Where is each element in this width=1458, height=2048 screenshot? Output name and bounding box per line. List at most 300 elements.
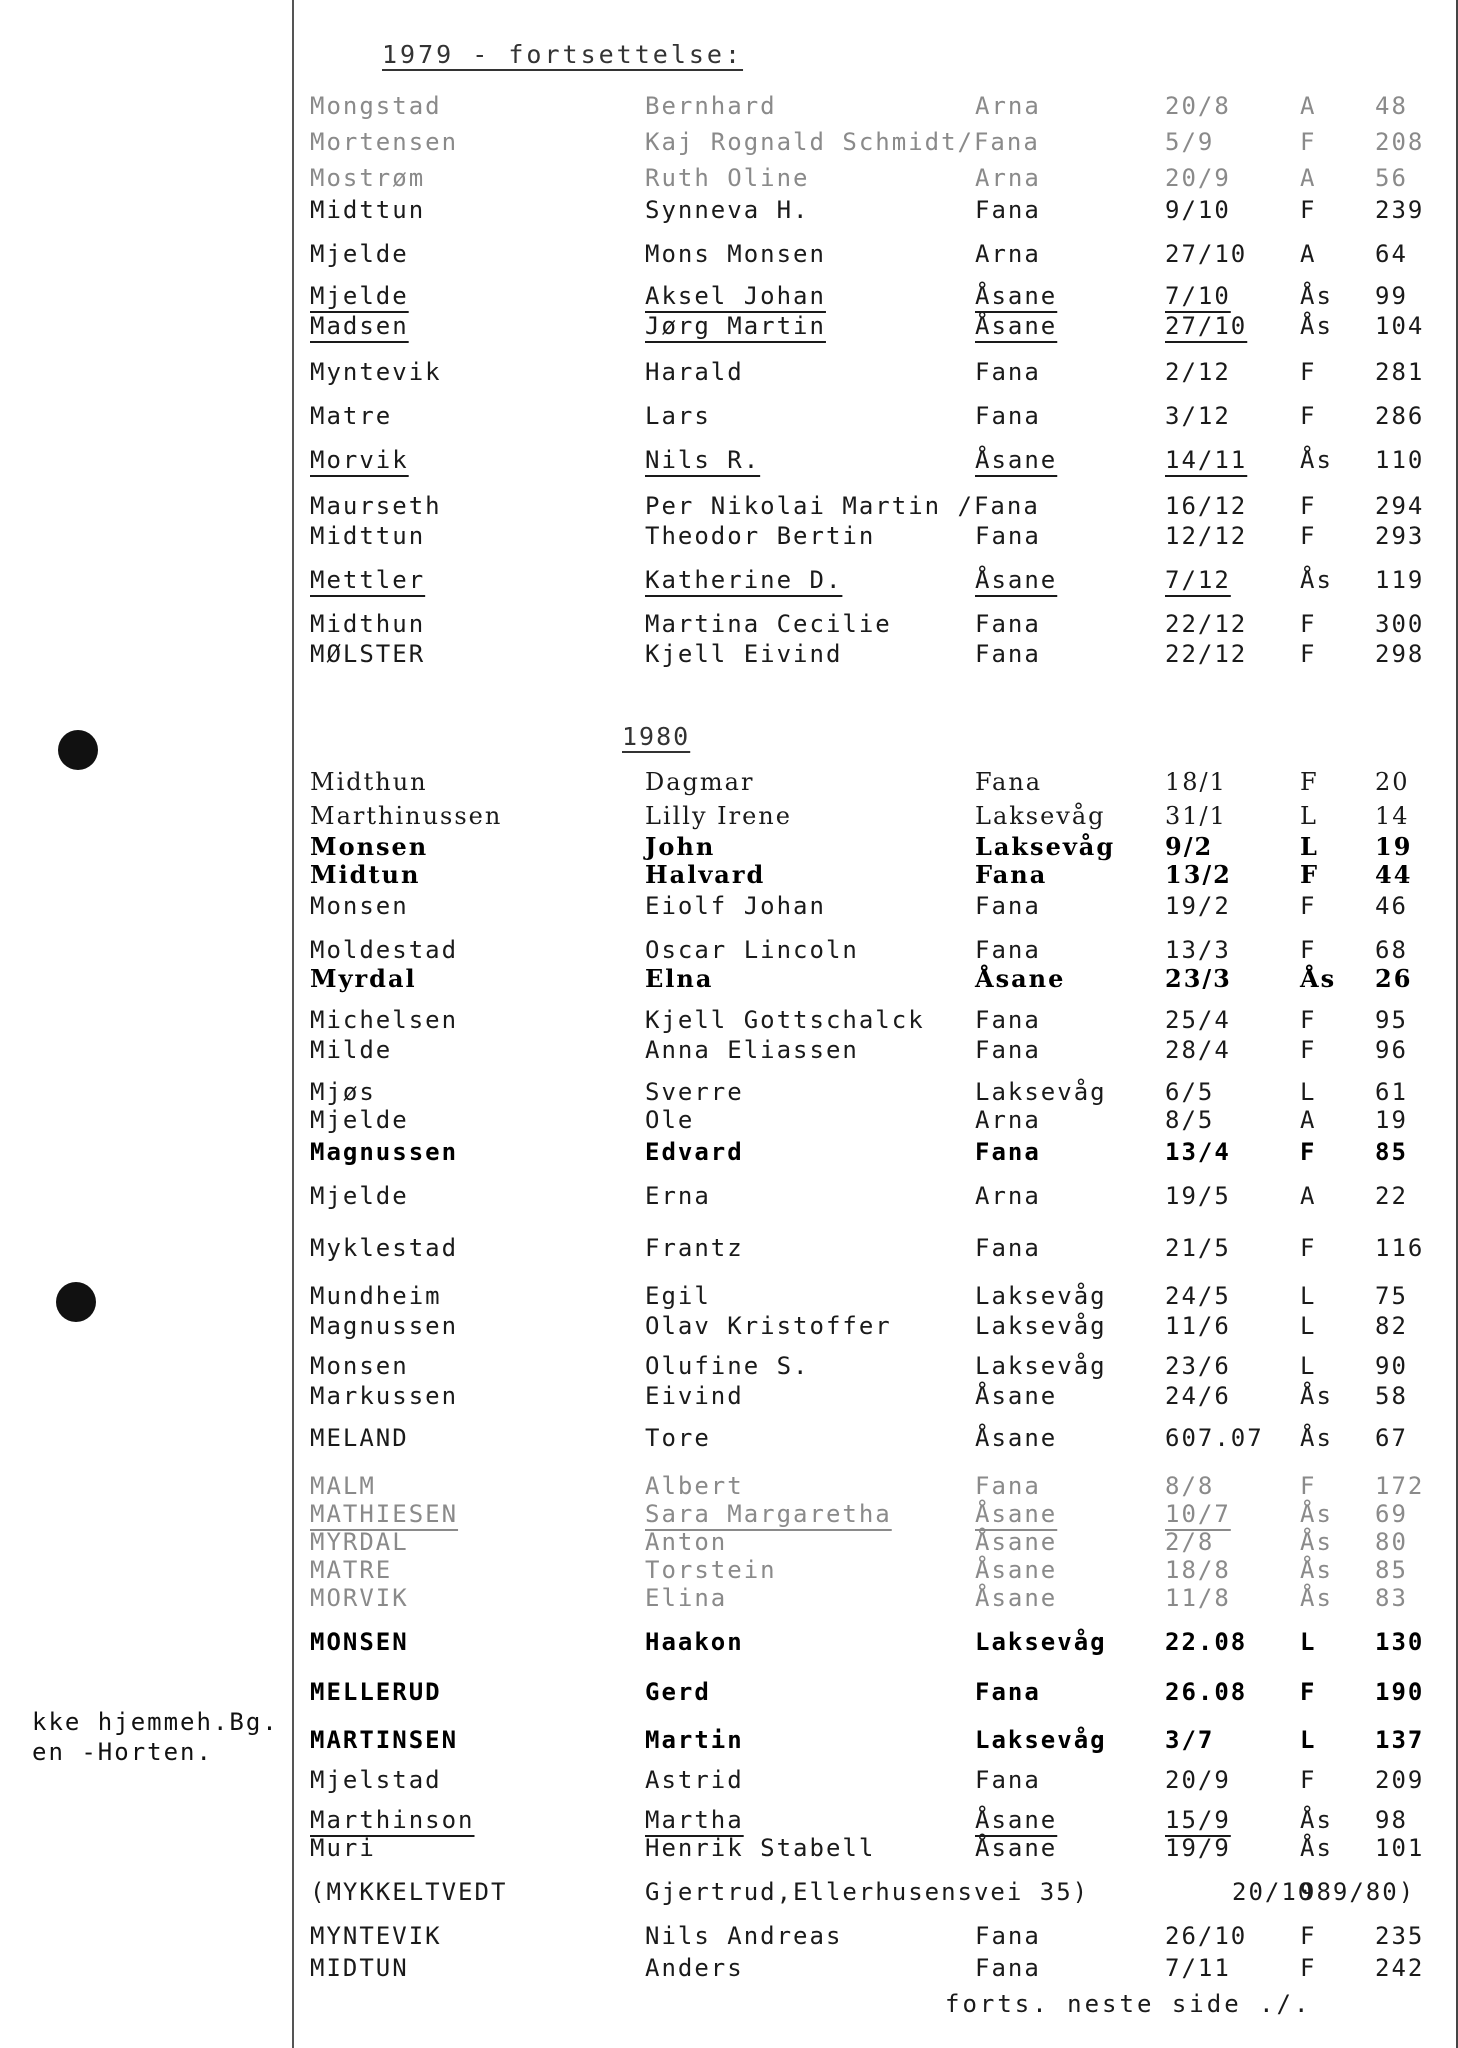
register-row bbox=[0, 128, 1458, 158]
date-cell: 31/1 bbox=[1165, 802, 1227, 830]
entry-number-cell: 116 bbox=[1375, 1234, 1425, 1262]
entry-number-cell: 14 bbox=[1375, 802, 1410, 830]
district-cell: Åsane bbox=[975, 1382, 1058, 1410]
given-name-cell: Tore bbox=[645, 1424, 711, 1452]
register-row bbox=[0, 892, 1458, 922]
register-row bbox=[0, 358, 1458, 388]
given-name-cell: Martin bbox=[645, 1726, 744, 1754]
register-row bbox=[0, 1922, 1458, 1952]
date-cell: 22.08 bbox=[1165, 1628, 1248, 1656]
entry-number-cell: 68 bbox=[1375, 936, 1408, 964]
register-row bbox=[0, 312, 1458, 342]
entry-number-cell: 286 bbox=[1375, 402, 1425, 430]
district-code-cell: F bbox=[1300, 1036, 1317, 1064]
date-cell: 19/5 bbox=[1165, 1182, 1231, 1210]
date-cell: 10/7 bbox=[1165, 1500, 1231, 1528]
entry-number-cell: 209 bbox=[1375, 1766, 1425, 1794]
district-cell: Fana bbox=[975, 522, 1041, 550]
surname-cell: Madsen bbox=[310, 312, 409, 340]
surname-cell: Mjelde bbox=[310, 240, 409, 268]
given-name-cell: Torstein bbox=[645, 1556, 777, 1584]
surname-cell: MIDTUN bbox=[310, 1954, 409, 1982]
district-code-cell: Ås bbox=[1300, 1424, 1333, 1452]
given-name-cell: Frantz bbox=[645, 1234, 744, 1262]
district-cell: Fana bbox=[975, 892, 1041, 920]
given-name-cell: Ole bbox=[645, 1106, 695, 1134]
given-name-cell: Theodor Bertin bbox=[645, 522, 876, 550]
district-code-cell: F bbox=[1300, 1678, 1317, 1706]
register-row bbox=[0, 610, 1458, 640]
entry-number-cell: 239 bbox=[1375, 196, 1425, 224]
surname-cell: MELLERUD bbox=[310, 1678, 442, 1706]
district-cell: Fana bbox=[975, 402, 1041, 430]
surname-cell: Morvik bbox=[310, 446, 409, 474]
date-cell: 11/8 bbox=[1165, 1584, 1231, 1612]
district-code-cell: F bbox=[1300, 358, 1317, 386]
register-row bbox=[0, 964, 1458, 994]
register-row bbox=[0, 1282, 1458, 1312]
district-cell: Åsane bbox=[975, 446, 1058, 474]
date-cell: 607.07 bbox=[1165, 1424, 1264, 1452]
entry-number-cell: 130 bbox=[1375, 1628, 1425, 1656]
date-cell: 3/12 bbox=[1165, 402, 1231, 430]
register-row bbox=[0, 1382, 1458, 1412]
given-name-cell: Per Nikolai Martin /Fana bbox=[645, 492, 1040, 520]
entry-number-cell: 80 bbox=[1375, 1528, 1408, 1556]
district-cell: Fana bbox=[975, 1954, 1041, 1982]
district-code-cell: Ås bbox=[1300, 566, 1333, 594]
date-cell: 8/5 bbox=[1165, 1106, 1215, 1134]
district-code-cell: F bbox=[1300, 1006, 1317, 1034]
given-name-cell: Ruth Oline bbox=[645, 164, 810, 192]
district-cell: Fana bbox=[975, 1006, 1041, 1034]
entry-number-cell: 298 bbox=[1375, 640, 1425, 668]
district-code-cell: F bbox=[1300, 1922, 1317, 1950]
district-code-cell: F bbox=[1300, 128, 1317, 156]
district-code-cell: Ås bbox=[1300, 1528, 1333, 1556]
district-cell: Åsane bbox=[975, 566, 1058, 594]
section-title-1980: 1980 bbox=[622, 722, 691, 751]
district-cell: Arna bbox=[975, 92, 1041, 120]
entry-number-cell: 172 bbox=[1375, 1472, 1425, 1500]
date-cell: 22/12 bbox=[1165, 610, 1248, 638]
register-row bbox=[0, 640, 1458, 670]
entry-number-cell: 101 bbox=[1375, 1834, 1425, 1862]
district-cell: Åsane bbox=[975, 312, 1058, 340]
surname-cell: MALM bbox=[310, 1472, 376, 1500]
register-row bbox=[0, 446, 1458, 476]
surname-cell: MØLSTER bbox=[310, 640, 426, 668]
given-name-cell: Anna Eliassen bbox=[645, 1036, 859, 1064]
district-cell: Fana bbox=[975, 1678, 1041, 1706]
surname-cell: Mjelde bbox=[310, 282, 409, 310]
date-cell: 23/6 bbox=[1165, 1352, 1231, 1380]
district-code-cell: F bbox=[1300, 610, 1317, 638]
date-cell: 16/12 bbox=[1165, 492, 1248, 520]
date-cell: 13/3 bbox=[1165, 936, 1231, 964]
date-cell: 27/10 bbox=[1165, 312, 1248, 340]
district-cell: Arna bbox=[975, 1106, 1041, 1134]
district-cell: Laksevåg bbox=[975, 802, 1106, 830]
register-row bbox=[0, 402, 1458, 432]
district-code-cell: F bbox=[1300, 1472, 1317, 1500]
surname-cell: Midthun bbox=[310, 610, 426, 638]
given-name-cell: John bbox=[645, 832, 716, 861]
district-code-cell: A bbox=[1300, 240, 1317, 268]
date-cell: 26/10 bbox=[1165, 1922, 1248, 1950]
entry-number-cell: 19 bbox=[1375, 1106, 1408, 1134]
district-code-cell: Ås bbox=[1300, 1500, 1333, 1528]
date-cell: 5/9 bbox=[1165, 128, 1215, 156]
given-name-cell: Albert bbox=[645, 1472, 744, 1500]
district-code-cell: F bbox=[1300, 196, 1317, 224]
date-cell: 12/12 bbox=[1165, 522, 1248, 550]
given-name-cell: Haakon bbox=[645, 1628, 744, 1656]
district-code-cell: F bbox=[1300, 522, 1317, 550]
entry-number-cell: 110 bbox=[1375, 446, 1425, 474]
surname-cell: MORVIK bbox=[310, 1584, 409, 1612]
date-cell: 2/12 bbox=[1165, 358, 1231, 386]
given-name-cell: Halvard bbox=[645, 860, 766, 889]
register-row bbox=[0, 282, 1458, 312]
date-cell: 26.08 bbox=[1165, 1678, 1248, 1706]
register-row bbox=[0, 1424, 1458, 1454]
entry-number-cell: 90 bbox=[1375, 1352, 1408, 1380]
surname-cell: MYRDAL bbox=[310, 1528, 409, 1556]
date-cell: 11/6 bbox=[1165, 1312, 1231, 1340]
entry-number-cell: 75 bbox=[1375, 1282, 1408, 1310]
entry-number-cell: 83 bbox=[1375, 1584, 1408, 1612]
district-cell: Åsane bbox=[975, 1806, 1058, 1834]
entry-number-cell: 208 bbox=[1375, 128, 1425, 156]
district-code-cell: F bbox=[1300, 492, 1317, 520]
date-cell: 20/9 bbox=[1165, 164, 1231, 192]
district-cell: Fana bbox=[975, 1766, 1041, 1794]
register-row bbox=[0, 1556, 1458, 1586]
given-name-cell: Eivind bbox=[645, 1382, 744, 1410]
surname-cell: Mortensen bbox=[310, 128, 459, 156]
register-row bbox=[0, 1528, 1458, 1558]
date-cell: 23/3 bbox=[1165, 964, 1232, 993]
register-row bbox=[0, 860, 1458, 890]
surname-cell: Myntevik bbox=[310, 358, 442, 386]
given-name-cell: Anders bbox=[645, 1954, 744, 1982]
entry-number-cell: 48 bbox=[1375, 92, 1408, 120]
district-code-cell: A bbox=[1300, 1106, 1317, 1134]
given-name-cell: Erna bbox=[645, 1182, 711, 1210]
district-code-cell: A bbox=[1300, 92, 1317, 120]
district-code-cell: F bbox=[1300, 1138, 1317, 1166]
surname-cell: Midttun bbox=[310, 522, 426, 550]
entry-number-cell: 300 bbox=[1375, 610, 1425, 638]
surname-cell: Moldestad bbox=[310, 936, 459, 964]
district-cell: Åsane bbox=[975, 1556, 1058, 1584]
entry-number-cell: 61 bbox=[1375, 1078, 1408, 1106]
date-cell: 20/9 bbox=[1165, 1766, 1231, 1794]
entry-number-cell: 26 bbox=[1375, 964, 1413, 993]
surname-cell: Midthun bbox=[310, 768, 428, 796]
district-cell: Åsane bbox=[975, 1584, 1058, 1612]
district-code-cell: F bbox=[1300, 860, 1320, 889]
district-cell: Åsane bbox=[975, 282, 1058, 310]
entry-number-cell: 294 bbox=[1375, 492, 1425, 520]
surname-cell: Mjelde bbox=[310, 1182, 409, 1210]
given-name-cell: Edvard bbox=[645, 1138, 744, 1166]
entry-number-cell: 119 bbox=[1375, 566, 1425, 594]
district-code-cell: L bbox=[1300, 802, 1318, 830]
district-code-cell: F bbox=[1300, 1766, 1317, 1794]
district-code-cell: Ås bbox=[1300, 1556, 1333, 1584]
district-code-cell: Ås bbox=[1300, 312, 1333, 340]
district-cell: Arna bbox=[975, 1182, 1041, 1210]
district-code-cell: Ås bbox=[1300, 1834, 1333, 1862]
date-cell: 18/1 bbox=[1165, 768, 1227, 796]
entry-number-cell: 82 bbox=[1375, 1312, 1408, 1340]
entry-number-cell: 235 bbox=[1375, 1922, 1425, 1950]
register-row bbox=[0, 566, 1458, 596]
district-cell: Fana bbox=[975, 768, 1043, 796]
register-row bbox=[0, 1036, 1458, 1066]
given-name-cell: Lilly Irene bbox=[645, 802, 792, 830]
district-code-cell: L bbox=[1300, 832, 1319, 861]
date-cell: 19/9 bbox=[1165, 1834, 1231, 1862]
district-code-cell: F bbox=[1300, 640, 1317, 668]
date-cell: 8/8 bbox=[1165, 1472, 1215, 1500]
district-code-cell: L bbox=[1300, 1726, 1317, 1754]
entry-number-cell: 22 bbox=[1375, 1182, 1408, 1210]
date-cell: 6/5 bbox=[1165, 1078, 1215, 1106]
given-name-cell: Eiolf Johan bbox=[645, 892, 826, 920]
district-code-cell: Ås bbox=[1300, 1382, 1333, 1410]
date-cell: 7/10 bbox=[1165, 282, 1231, 310]
given-name-cell: Aksel Johan bbox=[645, 282, 826, 310]
entry-number-cell: 293 bbox=[1375, 522, 1425, 550]
register-row bbox=[0, 1628, 1458, 1658]
entry-number-cell: 67 bbox=[1375, 1424, 1408, 1452]
given-name-cell: Nils R. bbox=[645, 446, 761, 474]
district-code-cell: Ås bbox=[1300, 964, 1337, 993]
date-cell: 25/4 bbox=[1165, 1006, 1231, 1034]
given-name-cell: Kaj Rognald Schmidt/Fana bbox=[645, 128, 1040, 156]
register-row bbox=[0, 92, 1458, 122]
register-row bbox=[0, 832, 1458, 862]
surname-cell: (MYKKELTVEDT bbox=[310, 1878, 508, 1906]
register-row bbox=[0, 1954, 1458, 1984]
district-cell: Laksevåg bbox=[975, 1312, 1107, 1340]
register-row bbox=[0, 768, 1458, 798]
register-row bbox=[0, 492, 1458, 522]
entry-number-cell: 85 bbox=[1375, 1556, 1408, 1584]
district-code-cell: Ås bbox=[1300, 1584, 1333, 1612]
district-cell: Fana bbox=[975, 860, 1048, 889]
date-cell: 14/11 bbox=[1165, 446, 1248, 474]
entry-number-cell: 137 bbox=[1375, 1726, 1425, 1754]
given-name-cell: Katherine D. bbox=[645, 566, 843, 594]
district-cell: Fana bbox=[975, 1138, 1041, 1166]
surname-cell: MELAND bbox=[310, 1424, 409, 1452]
register-row bbox=[0, 164, 1458, 194]
date-cell: 21/5 bbox=[1165, 1234, 1231, 1262]
register-row bbox=[0, 240, 1458, 270]
register-row bbox=[0, 1678, 1458, 1708]
continuation-note: forts. neste side ./. bbox=[945, 1990, 1312, 2018]
register-row bbox=[0, 1138, 1458, 1168]
register-row bbox=[0, 1500, 1458, 1530]
district-cell: Fana bbox=[975, 1922, 1041, 1950]
district-cell: Fana bbox=[975, 1036, 1041, 1064]
register-row bbox=[0, 522, 1458, 552]
district-code-cell: A bbox=[1300, 164, 1317, 192]
surname-cell: Mjelstad bbox=[310, 1766, 442, 1794]
given-name-cell: Martha bbox=[645, 1806, 744, 1834]
surname-cell: Markussen bbox=[310, 1382, 459, 1410]
district-code-cell: F bbox=[1300, 936, 1317, 964]
date-cell: 7/11 bbox=[1165, 1954, 1231, 1982]
district-cell: Fana bbox=[975, 1472, 1041, 1500]
district-code-cell: 989/80) bbox=[1300, 1878, 1416, 1906]
punch-hole bbox=[58, 730, 98, 770]
given-name-cell: Elna bbox=[645, 964, 714, 993]
district-cell: Laksevåg bbox=[975, 832, 1116, 861]
date-cell: 27/10 bbox=[1165, 240, 1248, 268]
given-name-cell: Olufine S. bbox=[645, 1352, 810, 1380]
district-cell: Åsane bbox=[975, 1500, 1058, 1528]
given-name-cell: Bernhard bbox=[645, 92, 777, 120]
district-cell: Åsane bbox=[975, 1834, 1058, 1862]
district-code-cell: F bbox=[1300, 768, 1319, 796]
surname-cell: Myklestad bbox=[310, 1234, 459, 1262]
surname-cell: Midtun bbox=[310, 860, 421, 889]
register-row bbox=[0, 1806, 1458, 1836]
district-cell: Åsane bbox=[975, 964, 1066, 993]
date-cell: 13/4 bbox=[1165, 1138, 1231, 1166]
district-code-cell: F bbox=[1300, 402, 1317, 430]
entry-number-cell: 69 bbox=[1375, 1500, 1408, 1528]
entry-number-cell: 242 bbox=[1375, 1954, 1425, 1982]
entry-number-cell: 96 bbox=[1375, 1036, 1408, 1064]
date-cell: 2/8 bbox=[1165, 1528, 1215, 1556]
surname-cell: Mostrøm bbox=[310, 164, 426, 192]
surname-cell: Mjøs bbox=[310, 1078, 376, 1106]
date-cell: 28/4 bbox=[1165, 1036, 1231, 1064]
register-row bbox=[0, 802, 1458, 832]
district-cell: Arna bbox=[975, 240, 1041, 268]
surname-cell: Mjelde bbox=[310, 1106, 409, 1134]
given-name-cell: Dagmar bbox=[645, 768, 755, 796]
given-name-cell: Olav Kristoffer bbox=[645, 1312, 892, 1340]
register-row bbox=[0, 1106, 1458, 1136]
surname-cell: Magnussen bbox=[310, 1312, 459, 1340]
surname-cell: Muri bbox=[310, 1834, 376, 1862]
district-code-cell: F bbox=[1300, 1234, 1317, 1262]
entry-number-cell: 64 bbox=[1375, 240, 1408, 268]
date-cell: 9/2 bbox=[1165, 832, 1214, 861]
entry-number-cell: 20 bbox=[1375, 768, 1410, 796]
date-cell: 22/12 bbox=[1165, 640, 1248, 668]
date-cell: 9/10 bbox=[1165, 196, 1231, 224]
district-code-cell: L bbox=[1300, 1282, 1317, 1310]
district-cell: Arna bbox=[975, 164, 1041, 192]
register-row bbox=[0, 1006, 1458, 1036]
register-row bbox=[0, 1182, 1458, 1212]
register-row bbox=[0, 1312, 1458, 1342]
register-row bbox=[0, 1878, 1458, 1908]
given-name-cell: Gjertrud,Ellerhusensvei 35) bbox=[645, 1878, 1090, 1906]
side-note-line: kke hjemmeh.Bg. bbox=[32, 1708, 279, 1736]
entry-number-cell: 56 bbox=[1375, 164, 1408, 192]
surname-cell: MARTINSEN bbox=[310, 1726, 459, 1754]
given-name-cell: Astrid bbox=[645, 1766, 744, 1794]
district-cell: Laksevåg bbox=[975, 1078, 1107, 1106]
side-note-line: en -Horten. bbox=[32, 1738, 213, 1766]
given-name-cell: Anton bbox=[645, 1528, 728, 1556]
surname-cell: MYNTEVIK bbox=[310, 1922, 442, 1950]
register-row bbox=[0, 1472, 1458, 1502]
district-cell: Fana bbox=[975, 640, 1041, 668]
surname-cell: Myrdal bbox=[310, 964, 417, 993]
district-code-cell: F bbox=[1300, 892, 1317, 920]
register-row bbox=[0, 1584, 1458, 1614]
entry-number-cell: 44 bbox=[1375, 860, 1413, 889]
surname-cell: Michelsen bbox=[310, 1006, 459, 1034]
date-cell: 7/12 bbox=[1165, 566, 1231, 594]
district-code-cell: A bbox=[1300, 1182, 1317, 1210]
surname-cell: Marthinson bbox=[310, 1806, 475, 1834]
date-cell: 18/8 bbox=[1165, 1556, 1231, 1584]
surname-cell: Mettler bbox=[310, 566, 426, 594]
surname-cell: Maurseth bbox=[310, 492, 442, 520]
register-row bbox=[0, 196, 1458, 226]
date-cell: 24/6 bbox=[1165, 1382, 1231, 1410]
date-cell: 20/8 bbox=[1165, 92, 1231, 120]
district-code-cell: Ås bbox=[1300, 1806, 1333, 1834]
district-code-cell: L bbox=[1300, 1628, 1317, 1656]
district-code-cell: Ås bbox=[1300, 282, 1333, 310]
entry-number-cell: 46 bbox=[1375, 892, 1408, 920]
register-row bbox=[0, 1078, 1458, 1108]
surname-cell: Matre bbox=[310, 402, 393, 430]
given-name-cell: Kjell Eivind bbox=[645, 640, 843, 668]
district-cell: Laksevåg bbox=[975, 1282, 1107, 1310]
given-name-cell: Synneva H. bbox=[645, 196, 810, 224]
entry-number-cell: 58 bbox=[1375, 1382, 1408, 1410]
district-cell: Fana bbox=[975, 610, 1041, 638]
register-row bbox=[0, 1352, 1458, 1382]
district-cell: Laksevåg bbox=[975, 1352, 1107, 1380]
register-row bbox=[0, 1766, 1458, 1796]
surname-cell: Monsen bbox=[310, 892, 409, 920]
entry-number-cell: 99 bbox=[1375, 282, 1408, 310]
entry-number-cell: 104 bbox=[1375, 312, 1425, 340]
register-row bbox=[0, 1834, 1458, 1864]
given-name-cell: Egil bbox=[645, 1282, 711, 1310]
surname-cell: Milde bbox=[310, 1036, 393, 1064]
entry-number-cell: 98 bbox=[1375, 1806, 1408, 1834]
register-row bbox=[0, 1234, 1458, 1264]
district-cell: Fana bbox=[975, 1234, 1041, 1262]
surname-cell: Magnussen bbox=[310, 1138, 459, 1166]
district-code-cell: L bbox=[1300, 1352, 1317, 1380]
date-cell: 15/9 bbox=[1165, 1806, 1231, 1834]
given-name-cell: Lars bbox=[645, 402, 711, 430]
given-name-cell: Elina bbox=[645, 1584, 728, 1612]
given-name-cell: Oscar Lincoln bbox=[645, 936, 859, 964]
entry-number-cell: 281 bbox=[1375, 358, 1425, 386]
district-cell: Åsane bbox=[975, 1528, 1058, 1556]
given-name-cell: Mons Monsen bbox=[645, 240, 826, 268]
district-cell: Fana bbox=[975, 196, 1041, 224]
register-row bbox=[0, 936, 1458, 966]
